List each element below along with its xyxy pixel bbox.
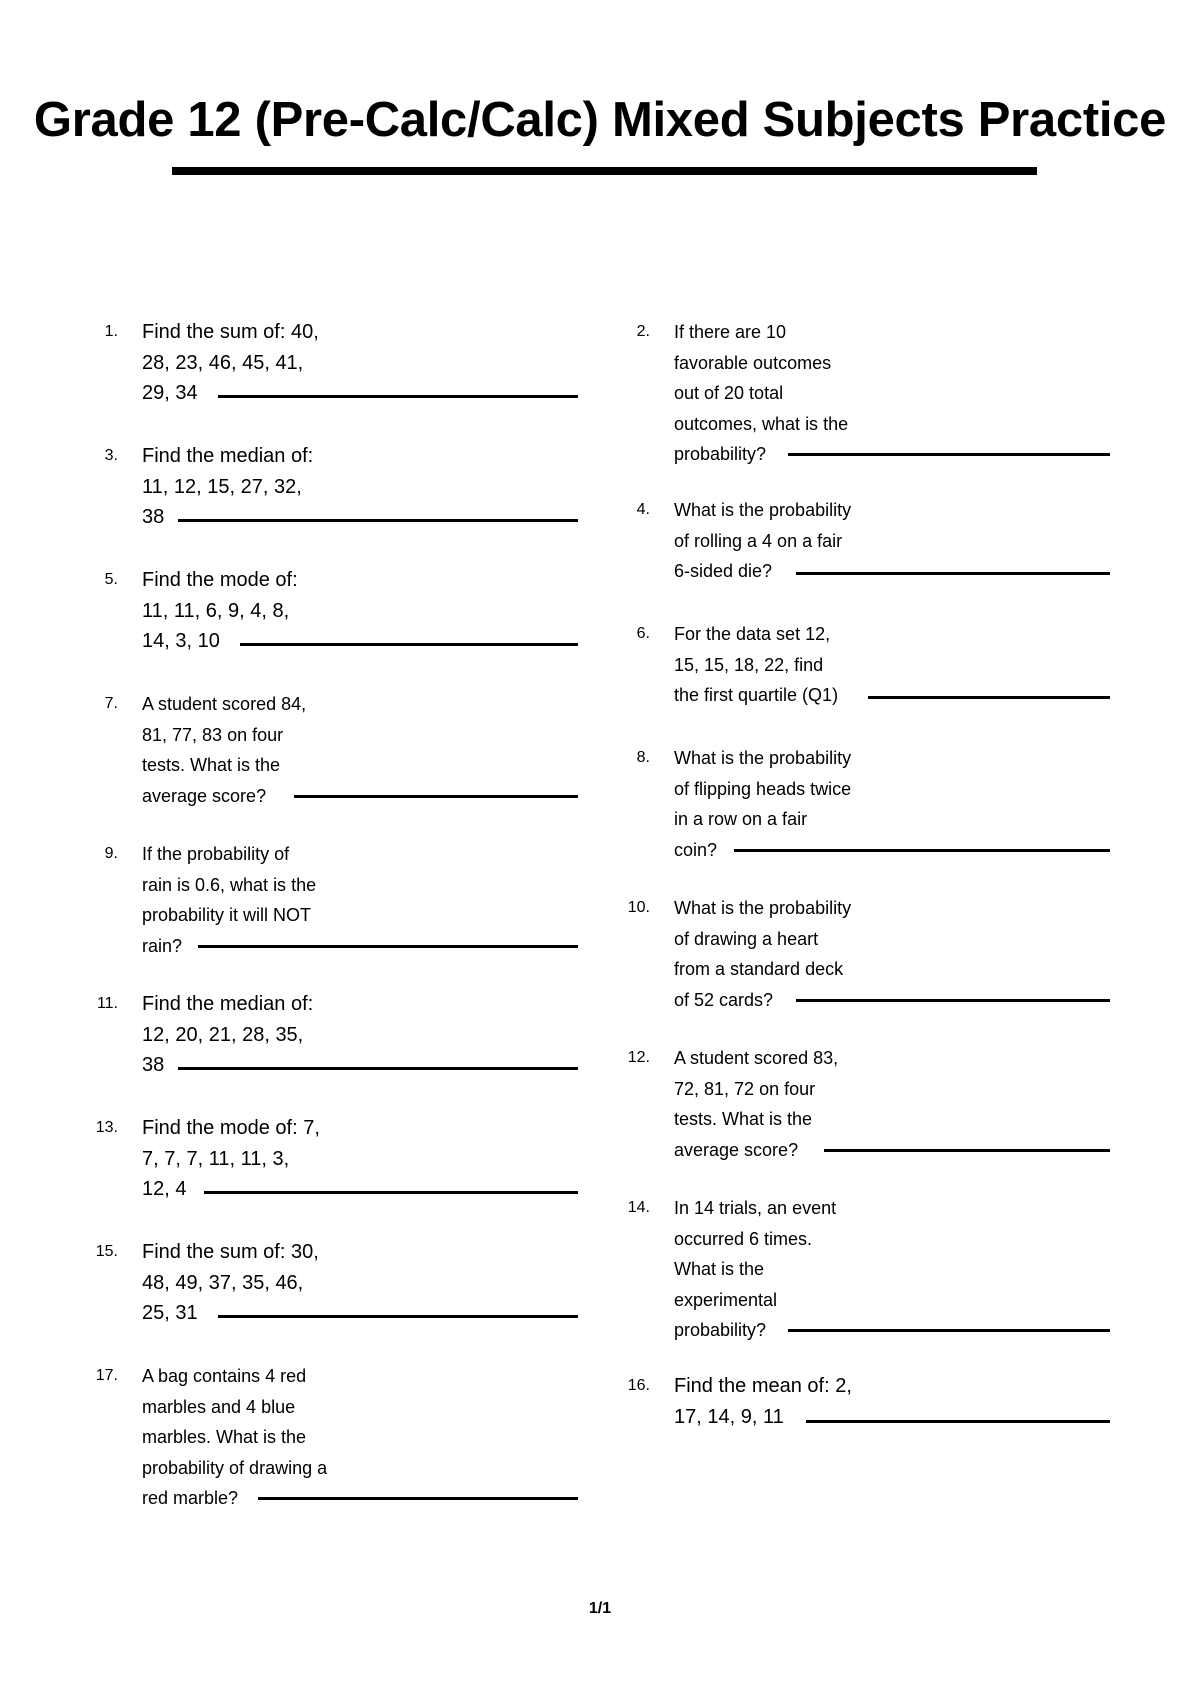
problem-text-line: What is the probability (674, 898, 852, 918)
problem-number: 11. (96, 995, 118, 1012)
problem-text-line: of drawing a heart (674, 928, 819, 949)
problem-text-line: tests. What is the (142, 755, 281, 775)
problem-text-line: red marble? (142, 1488, 239, 1508)
problem-text-line: probability of drawing a (142, 1457, 328, 1478)
problem-text-line: 28, 23, 46, 45, 41, (142, 351, 304, 374)
problem-text-line: the first quartile (Q1) (674, 685, 839, 705)
problem-number: 14. (627, 1199, 650, 1216)
problem-text-line: If there are 10 (674, 322, 787, 342)
problem-text-line: 25, 31 (142, 1302, 198, 1324)
worksheet-title: Grade 12 (Pre-Calc/Calc) Mixed Subjects Practice (33, 93, 1167, 147)
problem-text-line: of flipping heads twice (674, 778, 852, 799)
problem-2 (0, 318, 1110, 471)
problem-text-line: rain is 0.6, what is the (142, 874, 317, 895)
problem-text-line: from a standard deck (674, 959, 844, 979)
problem-text-line: probability? (674, 444, 767, 464)
problem-text-line: of rolling a 4 on a fair (674, 530, 843, 551)
problem-text-line: 12, 20, 21, 28, 35, (142, 1023, 304, 1046)
problem-number: 2. (636, 323, 650, 340)
problem-6 (0, 620, 1110, 712)
problem-text-line: out of 20 total (674, 383, 784, 403)
problem-text-line: A bag contains 4 red (142, 1366, 307, 1386)
problem-text-line: Find the sum of: 40, (142, 321, 319, 343)
problem-text-line: 38 (142, 1054, 165, 1076)
problem-14 (0, 1194, 1110, 1347)
problem-number: 3. (104, 447, 118, 464)
problem-text-line: 11, 12, 15, 27, 32, (142, 475, 302, 498)
problem-text-line: marbles and 4 blue (142, 1396, 296, 1417)
problem-text-line: Find the median of: (142, 445, 314, 467)
problem-text-line: experimental (674, 1289, 778, 1310)
problem-text-line: 29, 34 (142, 382, 198, 404)
problem-text-line: Find the mean of: 2, (674, 1375, 852, 1397)
problem-4 (0, 496, 1110, 588)
problem-text-line: Find the mode of: 7, (142, 1117, 320, 1139)
answer-line[interactable] (806, 1420, 1110, 1423)
problem-text-line: marbles. What is the (142, 1427, 307, 1447)
problem-text-line: In 14 trials, an event (674, 1198, 837, 1218)
problem-text-line: A student scored 83, (674, 1048, 839, 1068)
problem-text-line: For the data set 12, (674, 624, 831, 644)
problem-8 (0, 744, 1110, 866)
problem-text-line: 48, 49, 37, 35, 46, (142, 1271, 304, 1294)
problem-12 (0, 1044, 1110, 1166)
answer-line[interactable] (796, 999, 1110, 1002)
problem-text-line: 7, 7, 7, 11, 11, 3, (142, 1147, 290, 1170)
problem-number: 6. (636, 625, 650, 642)
problem-number: 9. (104, 845, 118, 862)
answer-line[interactable] (258, 1497, 578, 1500)
problem-text-line: outcomes, what is the (674, 413, 849, 434)
problem-text-line: 12, 4 (142, 1178, 187, 1200)
problem-text-line: 6-sided die? (674, 561, 773, 581)
answer-line[interactable] (788, 453, 1110, 456)
problem-text-line: tests. What is the (674, 1109, 813, 1129)
problem-text-line: A student scored 84, (142, 694, 307, 714)
problem-text-line: 17, 14, 9, 11 (674, 1405, 784, 1428)
problem-text-line: 15, 15, 18, 22, find (674, 654, 824, 675)
problem-number: 5. (104, 571, 118, 588)
problem-text-line: average score? (674, 1139, 799, 1160)
problem-text-line: favorable outcomes (674, 352, 832, 373)
problem-number: 8. (636, 749, 650, 766)
problem-text-line: 72, 81, 72 on four (674, 1078, 816, 1099)
problem-text-line: probability? (674, 1320, 767, 1340)
problem-10 (0, 894, 1110, 1016)
problem-text-line: What is the (674, 1259, 765, 1279)
problem-text-line: If the probability of (142, 844, 290, 864)
problem-number: 7. (104, 695, 118, 712)
answer-line[interactable] (868, 696, 1110, 699)
answer-line[interactable] (796, 572, 1110, 575)
problem-number: 10. (627, 899, 650, 916)
title-underline (172, 167, 1037, 175)
problem-text-line: probability it will NOT (142, 905, 312, 925)
problem-text-line: 14, 3, 10 (142, 630, 220, 652)
problem-text-line: What is the probability (674, 500, 852, 520)
problem-text-line: rain? (142, 935, 183, 956)
problem-text-line: What is the probability (674, 748, 852, 768)
problem-text-line: 11, 11, 6, 9, 4, 8, (142, 599, 290, 622)
problem-text-line: Find the median of: (142, 993, 314, 1015)
problem-number: 1. (104, 323, 118, 340)
problem-text-line: 38 (142, 506, 165, 528)
problem-text-line: coin? (674, 839, 718, 860)
problem-text-line: 81, 77, 83 on four (142, 724, 284, 745)
problem-number: 17. (95, 1367, 118, 1384)
answer-line[interactable] (734, 849, 1110, 852)
page-number: 1/1 (588, 1600, 612, 1617)
problem-text-line: Find the mode of: (142, 569, 298, 591)
answer-line[interactable] (824, 1149, 1110, 1152)
problem-text-line: in a row on a fair (674, 809, 808, 829)
problem-text-line: occurred 6 times. (674, 1228, 813, 1249)
problem-text-line: Find the sum of: 30, (142, 1241, 319, 1263)
answer-line[interactable] (788, 1329, 1110, 1332)
problem-16 (0, 1372, 1110, 1433)
problem-number: 15. (95, 1243, 118, 1260)
problem-number: 4. (636, 501, 650, 518)
problem-number: 13. (95, 1119, 118, 1136)
problem-number: 12. (627, 1049, 650, 1066)
problem-text-line: of 52 cards? (674, 989, 774, 1010)
problem-number: 16. (627, 1377, 650, 1394)
problem-text-line: average score? (142, 785, 267, 806)
